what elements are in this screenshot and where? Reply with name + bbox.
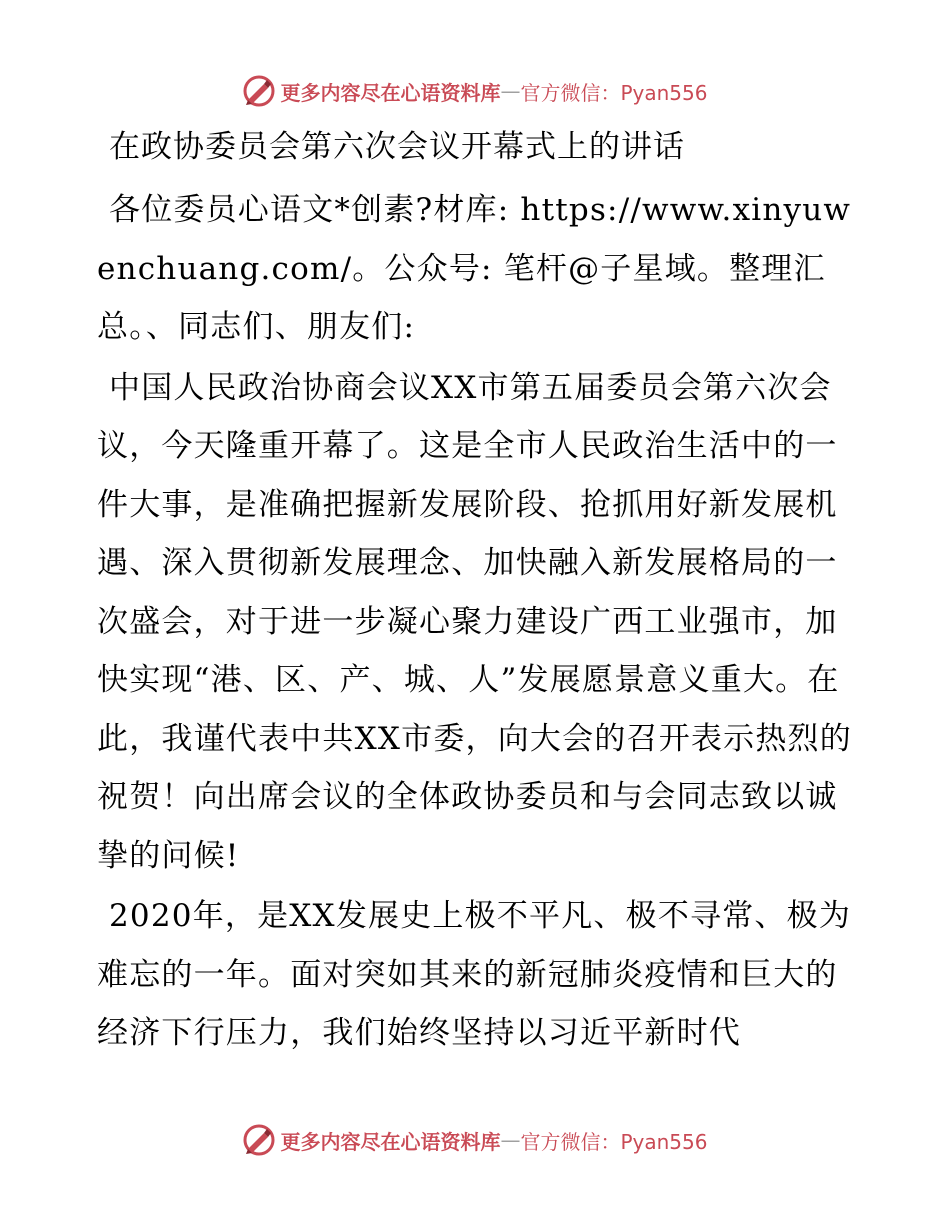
watermark-brand-text: 更多内容尽在心语资料库 bbox=[280, 1129, 501, 1154]
watermark-separator: — bbox=[500, 1128, 521, 1152]
document-body bbox=[97, 122, 857, 1065]
page-title: 在政协委员会第六次会议开幕式上的讲话 bbox=[109, 129, 685, 165]
watermark-separator: — bbox=[500, 79, 521, 103]
pen-logo-icon bbox=[242, 1123, 276, 1157]
header-watermark bbox=[0, 71, 950, 111]
watermark-brand-text: 更多内容尽在心语资料库 bbox=[280, 80, 501, 105]
watermark-wechat-text: 官方微信：Pyan556 bbox=[520, 80, 708, 105]
paragraph-review: 2020年，是XX发展史上极不平凡、极不寻常、极为难忘的一年。面对突如其来的新冠肺炎疫情和巨大的经济下行压力，我们始终坚持以习近平新时代 bbox=[97, 898, 852, 1051]
paragraph-opening: 中国人民政治协商会议XX市第五届委员会第六次会议，今天隆重开幕了。这是全市人民政治生活中的一件大事，是准确把握新发展阶段、抢抓用好新发展机遇、深入贯彻新发展理念、加快融入新发展格局的一次盛会，对于进一步凝心聚力建设广西工业强市，加快实现“港、区、产、城、人”发展愿景意义重大。在此，我谨代表中共XX市委，向大会的召开表示热烈的祝贺！向出席会议的全体政协委员和与会同志致以诚挚的问候! bbox=[97, 369, 852, 874]
footer-watermark bbox=[0, 1120, 950, 1160]
watermark-wechat-text: 官方微信：Pyan556 bbox=[520, 1129, 708, 1154]
paragraph-salutation: 各位委员心语文*创素?材库: https://www.xinyuwenchuang.com/。公众号: 笔杆@子星域。整理汇总。、同志们、朋友们: bbox=[97, 192, 852, 345]
pen-logo-icon bbox=[242, 74, 276, 108]
